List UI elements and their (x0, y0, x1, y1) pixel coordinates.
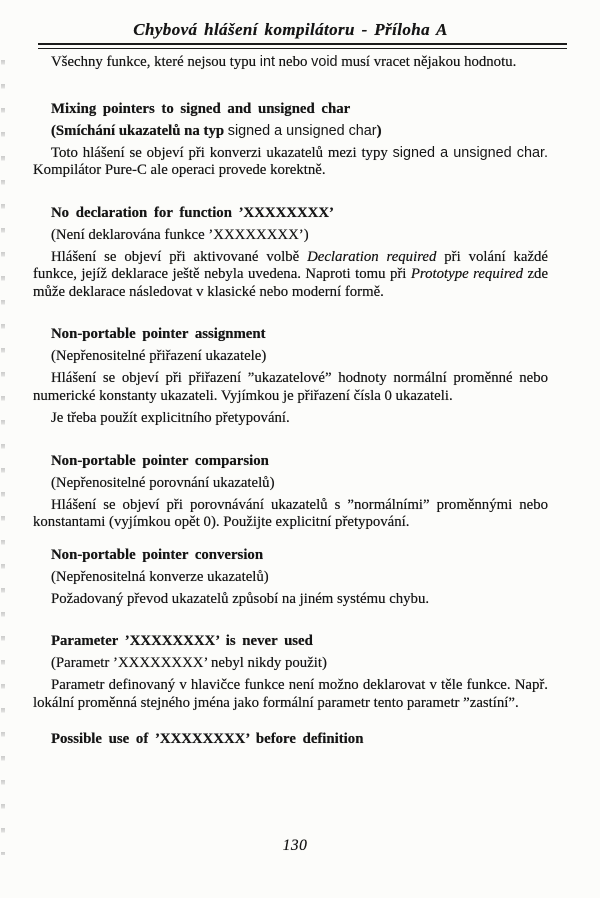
section-pointer-comparsion (33, 452, 548, 532)
intro-code-int: int (259, 54, 275, 70)
section-title: No declaration for function ’XXXXXXXX’ (51, 204, 334, 221)
intro-code-void: void (311, 54, 338, 70)
section-translation: (Není deklarována funkce ’XXXXXXXX’) (51, 226, 309, 243)
paragraph-segment: při volání každé funkce, jejíž deklarace ještě nebyla uvedena. Naproti tomu při (33, 248, 548, 282)
translation-code-segment: signed a unsigned char (227, 122, 377, 139)
intro-segment: nebo (274, 54, 312, 70)
section-title: Non-portable pointer assignment (51, 326, 266, 342)
section-no-declaration (33, 204, 548, 302)
section-translation: (Nepřenositelná konverze ukazatelů) (51, 568, 269, 585)
translation-segment: (Smíchání ukazatelů na typ (51, 122, 228, 139)
section-title: Mixing pointers to signed and unsigned char (51, 100, 351, 117)
section-translation: (Nepřenositelné porovnání ukazatelů) (51, 474, 275, 491)
paragraph-segment: Hlášení se objeví při aktivované volbě (51, 248, 308, 265)
paragraph-italic-segment: Declaration required (307, 248, 437, 265)
section-translation: (Parametr ’XXXXXXXX’ nebyl nikdy použit) (51, 655, 327, 671)
section-paragraph: Je třeba použít explicitního přetypování. (51, 410, 290, 426)
section-title: Non-portable pointer conversion (51, 546, 264, 563)
section-possible-use-before-definition (33, 730, 548, 748)
section-pointer-assignment (33, 325, 548, 428)
section-title: Possible use of ’XXXXXXXX’ before definition (51, 731, 364, 747)
intro-segment: musí vracet nějakou hodnotu. (337, 54, 517, 70)
section-pointer-conversion (33, 546, 548, 609)
section-paragraph (33, 145, 548, 180)
scan-artifact-left-edge (1, 60, 5, 855)
page-header-title: Chybová hlášení kompilátoru - Příloha A (133, 20, 448, 39)
paragraph-segment: zde může deklarace následovat v klasické nebo moderní formě. (33, 266, 549, 300)
paragraph-segment: Kompilátor Pure-C ale operaci provede korektně. (33, 162, 326, 178)
section-paragraph (33, 249, 548, 302)
page-number: 130 (282, 837, 308, 854)
paragraph-segment: Toto hlášení se objeví při konverzi ukazatelů mezi typy (51, 144, 393, 161)
intro-segment: Všechny funkce, které nejsou typu (51, 54, 260, 70)
intro-paragraph (33, 54, 548, 72)
section-translation: (Nepřenositelné přiřazení ukazatele) (51, 348, 267, 364)
section-translation (51, 122, 548, 140)
section-title: Parameter ’XXXXXXXX’ is never used (51, 633, 313, 649)
paragraph-code-segment: signed a unsigned char. (392, 144, 549, 161)
paragraph-italic-segment: Prototype required (410, 266, 524, 282)
section-title: Non-portable pointer comparsion (51, 452, 269, 469)
section-paragraph: Hlášení se objeví při porovnávání ukazatelů s ”normálními” proměnnými nebo konstantami (vyjímkou opět 0). Použijte explicitní přetypování. (33, 496, 548, 530)
section-parameter-never-used (33, 632, 548, 712)
section-paragraph: Hlášení se objeví při přiřazení ”ukazatelové” hodnoty normální proměnné nebo numerické konstanty ukazateli. Vyjímkou je přiřazení čísla 0 ukazateli. (33, 370, 548, 404)
header-rule (38, 43, 567, 49)
section-paragraph: Parametr definovaný v hlavičce funkce není možno deklarovat v těle funkce. Např. lokální proměnná stejného jména jako formální parametr tento parametr ”zastíní”. (33, 677, 548, 711)
translation-segment: ) (376, 122, 382, 139)
section-paragraph: Požadovaný převod ukazatelů způsobí na jiném systému chybu. (51, 590, 430, 607)
section-mixing-pointers (33, 100, 548, 180)
